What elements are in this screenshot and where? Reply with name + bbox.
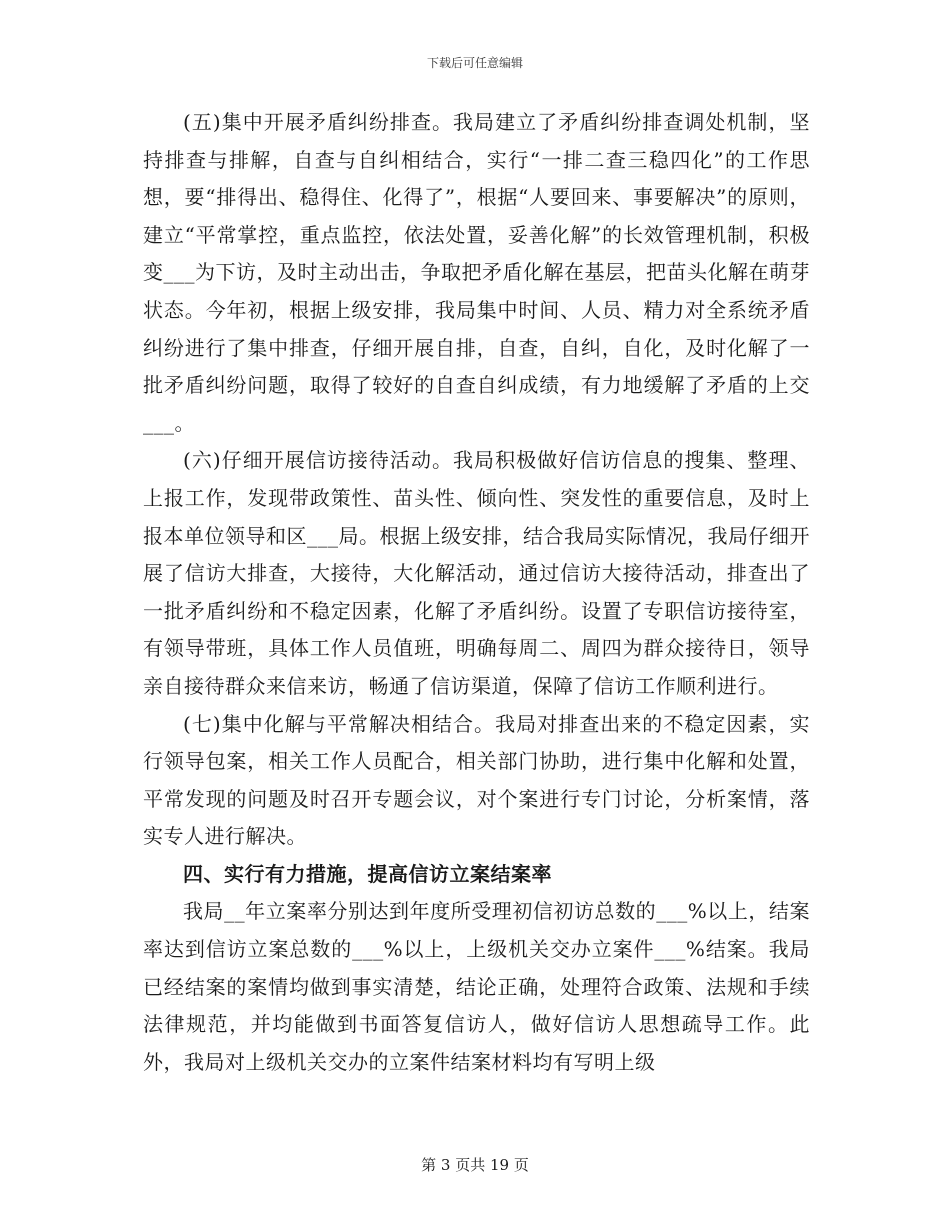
paragraph-closing-rates: 我局__年立案率分别达到年度所受理初信初访总数的___%以上，结案率达到信访立案总数的___%以上，上级机关交办立案件___%结案。我局已经结案的案情均做到事实清楚，结论正确，处理符合政策、法规和手续法律规范，并均能做到书面答复信访人，做好信访人思想疏导工作。此外，我局对上级机关交办的立案件结案材料均有写明上级 <box>143 899 810 1074</box>
section-heading-4: 四、实行有力措施，提高信访立案结案率 <box>183 861 552 886</box>
page-number-footer: 第 3 页共 19 页 <box>421 1156 529 1174</box>
page-header-note: 下载后可任意编辑 <box>426 56 523 70</box>
paragraph-section-5: (五)集中开展矛盾纠纷排查。我局建立了矛盾纠纷排查调处机制，坚持排查与排解，自查与自纠相结合，实行“一排二查三稳四化”的工作思想，要“排得出、稳得住、化得了”，根据“人要回来、事要解决”的原则，建立“平常掌控，重点监控，依法处置，妥善化解”的长效管理机制，积极变___为下访，及时主动出击，争取把矛盾化解在基层，把苗头化解在萌芽状态。今年初，根据上级安排，我局集中时间、人员、精力对全系统矛盾纠纷进行了集中排查，仔细开展自排，自查，自纠，自化，及时化解了一批矛盾纠纷问题，取得了较好的自查自纠成绩，有力地缓解了矛盾的上交___。 <box>143 110 810 435</box>
paragraph-section-6: (六)仔细开展信访接待活动。我局积极做好信访信息的搜集、整理、上报工作，发现带政策性、苗头性、倾向性、突发性的重要信息，及时上报本单位领导和区___局。根据上级安排，结合我局实际情况，我局仔细开展了信访大排查，大接待，大化解活动，通过信访大接待活动，排查出了一批矛盾纠纷和不稳定因素，化解了矛盾纠纷。设置了专职信访接待室，有领导带班，具体工作人员值班，明确每周二、周四为群众接待日，领导亲自接待群众来信来访，畅通了信访渠道，保障了信访工作顺利进行。 <box>143 448 810 698</box>
document-body <box>143 104 810 1081</box>
paragraph-section-7: (七)集中化解与平常解决相结合。我局对排查出来的不稳定因素，实行领导包案，相关工作人员配合，相关部门协助，进行集中化解和处置，平常发现的问题及时召开专题会议，对个案进行专门讨论，分析案情，落实专人进行解决。 <box>143 711 810 849</box>
